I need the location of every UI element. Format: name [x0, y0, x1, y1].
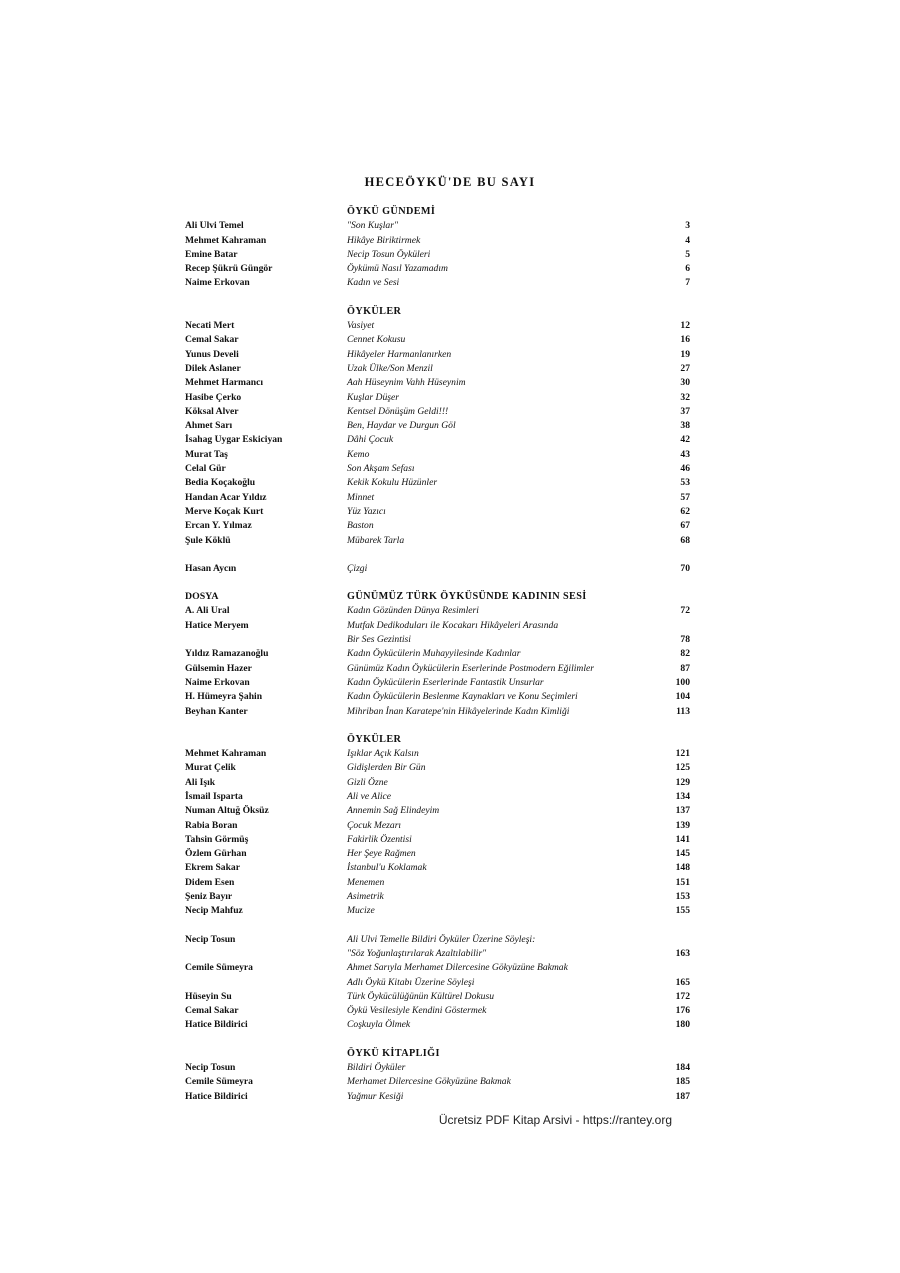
section-heading: ÖYKÜLER [347, 305, 402, 317]
toc-entry [185, 491, 690, 505]
toc-entry [185, 519, 690, 533]
entry-title [347, 790, 690, 804]
entry-title [347, 419, 690, 433]
toc-entry [185, 448, 690, 462]
entry-title-line: Vasiyet [347, 320, 375, 332]
toc-entry [185, 904, 690, 918]
entry-title [347, 690, 690, 704]
toc-entry [185, 419, 690, 433]
entry-title [347, 847, 690, 861]
entry-title [347, 505, 690, 519]
entry-title [347, 933, 690, 962]
entry-title-line: Ahmet Sarıyla Merhamet Dilercesine Gökyüzüne Bakmak [347, 962, 568, 974]
entry-author: Murat Çelik [185, 762, 236, 774]
entry-title [347, 662, 690, 676]
entry-title [347, 604, 690, 618]
footer-watermark: Ücretsiz PDF Kitap Arsivi - https://rantey.org [438, 1113, 672, 1127]
entry-title [347, 562, 690, 576]
toc-entry [185, 819, 690, 833]
section-heading-row [185, 1047, 690, 1061]
entry-page-number: 4 [685, 234, 690, 246]
toc-entry [185, 1004, 690, 1018]
entry-author: Recep Şükrü Güngör [185, 263, 273, 275]
entry-title [347, 276, 690, 290]
entry-page-number: 172 [675, 990, 690, 1002]
toc-entry [185, 433, 690, 447]
entry-page-number: 78 [680, 634, 690, 646]
entry-title [347, 876, 690, 890]
entry-author: Ahmet Sarı [185, 420, 233, 432]
entry-title-line: Menemen [347, 876, 385, 888]
entry-title-line: Aah Hüseynim Vahh Hüseynim [347, 377, 466, 389]
entry-page-number: 129 [675, 776, 690, 788]
entry-page-number: 87 [680, 662, 690, 674]
entry-author: İsmail Isparta [185, 790, 243, 802]
entry-page-number: 148 [675, 862, 690, 874]
toc-entry [185, 705, 690, 719]
entry-page-number: 163 [675, 947, 690, 959]
entry-title [347, 1061, 690, 1075]
toc-entry [185, 534, 690, 548]
entry-author: Cemal Sakar [185, 334, 239, 346]
entry-author: Handan Acar Yıldız [185, 491, 267, 503]
entry-author: Mehmet Harmancı [185, 377, 264, 389]
entry-page-number: 38 [680, 420, 690, 432]
toc-entry [185, 761, 690, 775]
entry-author: Cemile Sümeyra [185, 1076, 253, 1088]
toc-entry [185, 619, 690, 648]
entry-author: İsahag Uygar Eskiciyan [185, 434, 283, 446]
entry-author: Yıldız Ramazanoğlu [185, 648, 269, 660]
entry-page-number: 32 [680, 391, 690, 403]
section-heading: ÖYKÜLER [347, 733, 402, 745]
entry-author: Didem Esen [185, 876, 235, 888]
entry-author: Tahsin Görmüş [185, 833, 249, 845]
entry-page-number: 27 [680, 362, 690, 374]
entry-page-number: 5 [685, 248, 690, 260]
entry-author: Numan Altuğ Öksüz [185, 805, 269, 817]
entry-page-number: 67 [680, 520, 690, 532]
entry-title-line: "Son Kuşlar" [347, 220, 398, 232]
entry-title [347, 705, 690, 719]
entry-title [347, 433, 690, 447]
entry-author: Hatice Bildirici [185, 1090, 248, 1102]
entry-author: Gülsemin Hazer [185, 662, 252, 674]
section-heading-row [185, 205, 690, 219]
entry-title-line: Kekik Kokulu Hüzünler [347, 477, 438, 489]
entry-title [347, 491, 690, 505]
entry-page-number: 187 [675, 1090, 690, 1102]
toc-entry [185, 376, 690, 390]
entry-title-line: Mutfak Dedikoduları ile Kocakarı Hikâyeleri Arasında [347, 619, 559, 631]
entry-page-number: 57 [680, 491, 690, 503]
entry-title-line: Uzak Ülke/Son Menzil [347, 362, 433, 374]
entry-page-number: 134 [675, 790, 690, 802]
entry-title [347, 804, 690, 818]
toc-entry [185, 776, 690, 790]
entry-author: Şeniz Bayır [185, 891, 233, 903]
entry-page-number: 139 [675, 819, 690, 831]
entry-title-line: Hikâyeler Harmanlanırken [347, 348, 452, 360]
entry-author: Necati Mert [185, 320, 235, 332]
entry-page-number: 151 [675, 876, 690, 888]
entry-title [347, 747, 690, 761]
entry-title [347, 519, 690, 533]
toc-entry [185, 262, 690, 276]
entry-title [347, 348, 690, 362]
entry-author: Mehmet Kahraman [185, 748, 267, 760]
entry-title-line: Minnet [347, 491, 375, 503]
entry-page-number: 6 [685, 263, 690, 275]
toc-entry [185, 333, 690, 347]
entry-title-line: Bir Ses Gezintisi [347, 634, 411, 646]
entry-author: Bedia Koçakoğlu [185, 477, 256, 489]
toc-entry [185, 562, 690, 576]
entry-title-line: Coşkuyla Ölmek [347, 1019, 411, 1031]
entry-page-number: 137 [675, 805, 690, 817]
toc-entry [185, 690, 690, 704]
entry-title-line: "Söz Yoğunlaştırılarak Azaltılabilir" [347, 947, 487, 959]
toc-entry [185, 804, 690, 818]
entry-title [347, 405, 690, 419]
entry-page-number: 104 [675, 691, 690, 703]
page-title: HECEÖYKÜ'DE BU SAYI [364, 175, 536, 189]
entry-page-number: 165 [675, 976, 690, 988]
entry-title [347, 961, 690, 990]
entry-title-line: Öykü Vesilesiyle Kendini Göstermek [347, 1005, 487, 1017]
entry-author: Rabia Boran [185, 819, 238, 831]
entry-title-line: Cennet Kokusu [347, 334, 406, 346]
entry-author: Ali Işık [185, 776, 216, 788]
toc-entry [185, 319, 690, 333]
entry-title [347, 262, 690, 276]
entry-title-line: Ali ve Alice [347, 790, 392, 802]
entry-title-line: Dâhi Çocuk [347, 434, 394, 446]
entry-page-number: 70 [680, 562, 690, 574]
entry-title-line: Gidişlerden Bir Gün [347, 762, 426, 774]
entry-title [347, 1090, 690, 1104]
entry-author: Merve Koçak Kurt [185, 505, 264, 517]
entry-author: Ercan Y. Yılmaz [185, 520, 252, 532]
entry-title-line: Merhamet Dilercesine Gökyüzüne Bakmak [347, 1076, 511, 1088]
entry-title [347, 1004, 690, 1018]
entry-author: Hasan Aycın [185, 562, 237, 574]
entry-author: Necip Mahfuz [185, 905, 243, 917]
toc-entry [185, 676, 690, 690]
entry-title-line: Hikâye Biriktirmek [347, 234, 421, 246]
entry-author: Necip Tosun [185, 933, 236, 945]
entry-title-line: Kadın Öykücülerin Muhayyilesinde Kadınlar [347, 648, 521, 660]
section-heading-row [185, 590, 690, 604]
toc-entry [185, 362, 690, 376]
entry-title [347, 990, 690, 1004]
entry-author: Hüseyin Su [185, 990, 232, 1002]
entry-author: Hatice Bildirici [185, 1019, 248, 1031]
entry-title [347, 676, 690, 690]
entry-page-number: 46 [680, 463, 690, 475]
toc-entry [185, 1090, 690, 1104]
entry-author: Özlem Gürhan [185, 848, 247, 860]
entry-author: H. Hümeyra Şahin [185, 691, 263, 703]
entry-author: Beyhan Kanter [185, 705, 248, 717]
toc-entry [185, 790, 690, 804]
entry-title-line: Yüz Yazıcı [347, 505, 386, 517]
entry-author: Ekrem Sakar [185, 862, 240, 874]
entry-title [347, 1075, 690, 1089]
toc-entry [185, 1061, 690, 1075]
toc-entry [185, 604, 690, 618]
toc-entry [185, 933, 690, 962]
toc-entry [185, 1075, 690, 1089]
entry-title [347, 761, 690, 775]
entry-title-line: Türk Öykücülüğünün Kültürel Dokusu [347, 990, 494, 1002]
entry-author: Naime Erkovan [185, 277, 250, 289]
entry-title-line: Işıklar Açık Kalsın [347, 748, 419, 760]
entry-page-number: 37 [680, 405, 690, 417]
entry-title [347, 819, 690, 833]
entry-title [347, 219, 690, 233]
section-heading: GÜNÜMÜZ TÜRK ÖYKÜSÜNDE KADININ SESİ [347, 591, 587, 603]
entry-page-number: 113 [676, 705, 690, 717]
entry-page-number: 125 [675, 762, 690, 774]
entry-page-number: 176 [675, 1005, 690, 1017]
entry-title-line: Son Akşam Sefası [347, 463, 415, 475]
entry-title-line: Baston [347, 520, 374, 532]
entry-title [347, 319, 690, 333]
entry-author: Hatice Meryem [185, 619, 249, 631]
entry-title [347, 890, 690, 904]
toc-entry [185, 219, 690, 233]
section-label: DOSYA [185, 591, 219, 603]
entry-page-number: 121 [675, 748, 690, 760]
entry-title-line: İstanbul'u Koklamak [347, 862, 427, 874]
entry-title [347, 448, 690, 462]
entry-title [347, 861, 690, 875]
entry-page-number: 82 [680, 648, 690, 660]
entry-page-number: 145 [675, 848, 690, 860]
entry-page-number: 72 [680, 605, 690, 617]
entry-title [347, 391, 690, 405]
section-heading: ÖYKÜ KİTAPLIĞI [347, 1047, 440, 1059]
entry-author: Mehmet Kahraman [185, 234, 267, 246]
entry-title [347, 534, 690, 548]
entry-title-line: Kadın Öykücülerin Beslenme Kaynakları ve Konu Seçimleri [347, 691, 578, 703]
entry-title [347, 234, 690, 248]
entry-title-line: Her Şeye Rağmen [347, 848, 416, 860]
entry-title [347, 776, 690, 790]
entry-title-line: Öykümü Nasıl Yazamadım [347, 263, 448, 275]
toc-entry [185, 876, 690, 890]
toc-entry [185, 348, 690, 362]
toc-entry [185, 647, 690, 661]
toc-entry [185, 961, 690, 990]
entry-author: Cemal Sakar [185, 1005, 239, 1017]
entry-page-number: 30 [680, 377, 690, 389]
toc-entry [185, 833, 690, 847]
entry-page-number: 7 [685, 277, 690, 289]
toc-entry [185, 405, 690, 419]
toc-entry [185, 1018, 690, 1032]
entry-page-number: 16 [680, 334, 690, 346]
toc-entry [185, 662, 690, 676]
entry-title-line: Kadın Öykücülerin Eserlerinde Fantastik Unsurlar [347, 676, 544, 688]
entry-page-number: 42 [680, 434, 690, 446]
entry-title-line: Kuşlar Düşer [347, 391, 399, 403]
entry-title [347, 333, 690, 347]
entry-page-number: 62 [680, 505, 690, 517]
entry-author: Köksal Alver [185, 405, 239, 417]
entry-page-number: 3 [685, 220, 690, 232]
entry-title-line: Kemo [347, 448, 370, 460]
toc-entry [185, 276, 690, 290]
entry-page-number: 12 [680, 320, 690, 332]
entry-title [347, 376, 690, 390]
entry-title [347, 647, 690, 661]
entry-page-number: 141 [675, 833, 690, 845]
section-heading-row [185, 733, 690, 747]
entry-title-line: Kentsel Dönüşüm Geldi!!! [347, 405, 449, 417]
entry-title-line: Günümüz Kadın Öykücülerin Eserlerinde Postmodern Eğilimler [347, 662, 595, 674]
entry-title-line: Mübarek Tarla [347, 534, 405, 546]
entry-author: Murat Taş [185, 448, 228, 460]
entry-title-line: Gizli Özne [347, 776, 388, 788]
toc-entry [185, 234, 690, 248]
entry-author: Dilek Aslaner [185, 362, 241, 374]
entry-author: Emine Batar [185, 248, 238, 260]
entry-title [347, 248, 690, 262]
entry-title [347, 1018, 690, 1032]
entry-author: Yunus Develi [185, 348, 239, 360]
entry-title [347, 833, 690, 847]
toc-entry [185, 391, 690, 405]
entry-title-line: Bildiri Öyküler [347, 1062, 406, 1074]
entry-title-line: Kadın ve Sesi [347, 277, 400, 289]
entry-author: Cemile Sümeyra [185, 962, 253, 974]
entry-author: Naime Erkovan [185, 676, 250, 688]
entry-title-line: Necip Tosun Öyküleri [347, 248, 431, 260]
entry-page-number: 155 [675, 905, 690, 917]
entry-author: Şule Köklü [185, 534, 231, 546]
entry-title-line: Ben, Haydar ve Durgun Göl [347, 420, 456, 432]
entry-author: Celal Gür [185, 463, 226, 475]
entry-page-number: 100 [675, 676, 690, 688]
entry-title [347, 619, 690, 648]
toc-entry [185, 505, 690, 519]
toc-entry [185, 990, 690, 1004]
toc-entry [185, 890, 690, 904]
entry-title-line: Annemin Sağ Elindeyim [347, 805, 440, 817]
entry-author: Hasibe Çerko [185, 391, 242, 403]
entry-title-line: Yağmur Kesiği [347, 1090, 404, 1102]
entry-page-number: 184 [675, 1062, 690, 1074]
entry-author: A. Ali Ural [185, 605, 230, 617]
entry-title-line: Asimetrik [347, 891, 384, 903]
toc-entry [185, 861, 690, 875]
entry-title [347, 476, 690, 490]
toc-entry [185, 476, 690, 490]
table-of-contents [185, 205, 690, 1104]
entry-page-number: 68 [680, 534, 690, 546]
entry-page-number: 185 [675, 1076, 690, 1088]
entry-author: Ali Ulvi Temel [185, 220, 244, 232]
entry-page-number: 180 [675, 1019, 690, 1031]
section-heading-row [185, 305, 690, 319]
toc-entry [185, 847, 690, 861]
entry-page-number: 43 [680, 448, 690, 460]
entry-title [347, 462, 690, 476]
toc-entry [185, 747, 690, 761]
entry-author: Necip Tosun [185, 1062, 236, 1074]
entry-title-line: Çocuk Mezarı [347, 819, 402, 831]
section-heading: ÖYKÜ GÜNDEMİ [347, 206, 436, 217]
entry-title-line: Mihriban İnan Karatepe'nin Hikâyelerinde Kadın Kimliği [347, 705, 570, 717]
entry-title-line: Adlı Öykü Kitabı Üzerine Söyleşi [347, 976, 475, 988]
toc-entry [185, 248, 690, 262]
entry-title-line: Ali Ulvi Temelle Bildiri Öyküler Üzerine Söyleşi: [347, 933, 536, 945]
entry-title-line: Çizgi [347, 562, 368, 574]
entry-page-number: 153 [675, 891, 690, 903]
entry-page-number: 19 [680, 348, 690, 360]
entry-title [347, 362, 690, 376]
entry-page-number: 53 [680, 477, 690, 489]
entry-title-line: Kadın Gözünden Dünya Resimleri [347, 605, 479, 617]
entry-title-line: Fakirlik Özentisi [347, 833, 412, 845]
entry-title [347, 904, 690, 918]
toc-entry [185, 462, 690, 476]
entry-title-line: Mucize [347, 905, 375, 917]
